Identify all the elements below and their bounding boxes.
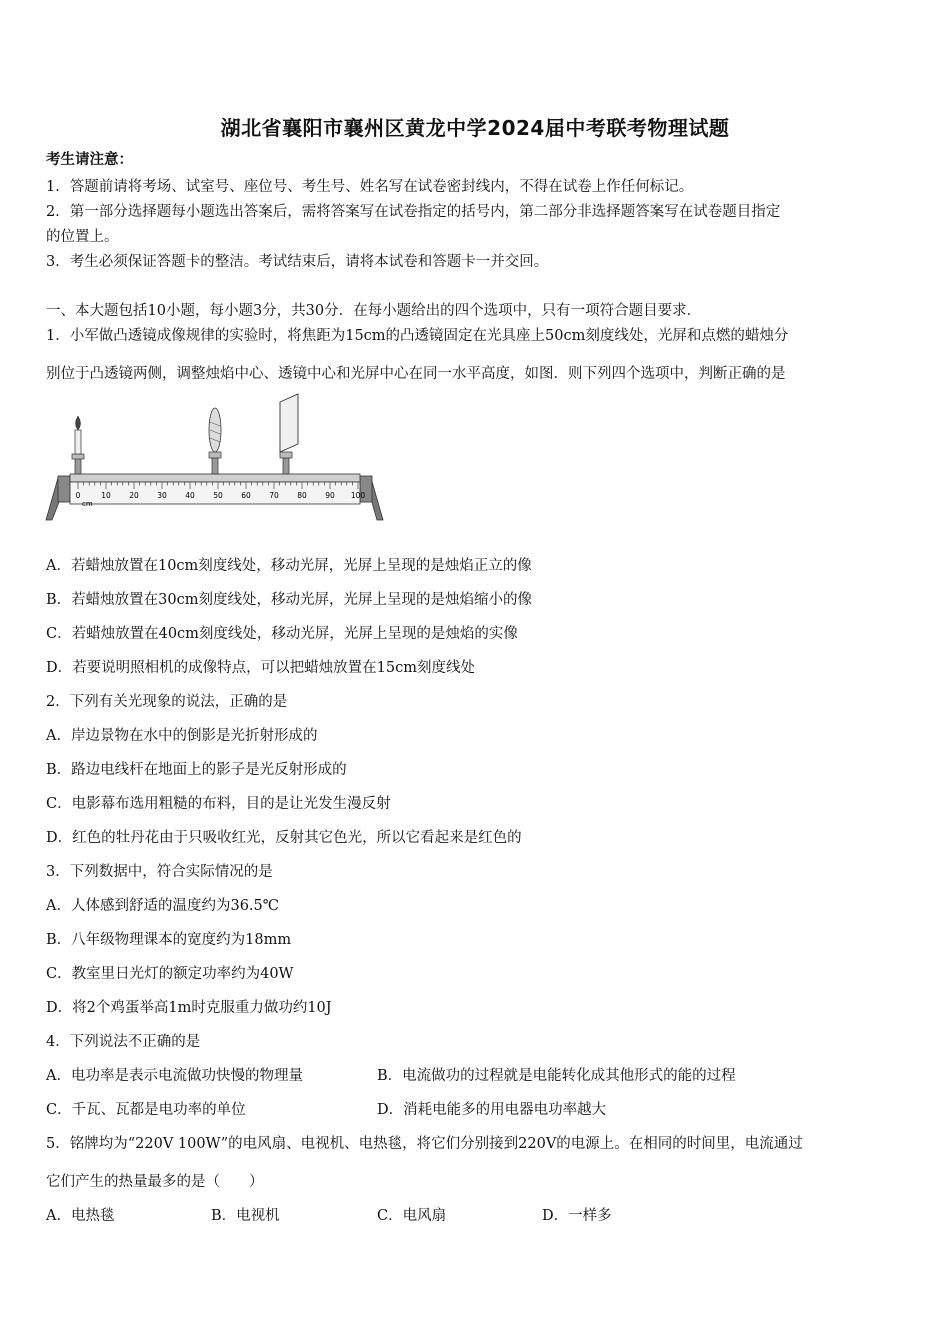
q4-option-d[interactable]: D．消耗电能多的用电器电功率越大 (377, 1102, 607, 1118)
notice-item: 的位置上。 (46, 229, 119, 245)
section-heading: 一、本大题包括10小题，每小题3分，共30分．在每小题给出的四个选项中，只有一项符合题目要求． (46, 303, 702, 319)
page-title: 湖北省襄阳市襄州区黄龙中学2024届中考联考物理试题 (220, 116, 730, 140)
q1-option-d[interactable]: D．若要说明照相机的成像特点，可以把蜡烛放置在15cm刻度线处 (46, 660, 475, 676)
q1-option-b[interactable]: B．若蜡烛放置在30cm刻度线处，移动光屏，光屏上呈现的是烛焰缩小的像 (46, 592, 532, 608)
ruler-tick-label: 90 (325, 491, 335, 500)
q1-option-c[interactable]: C．若蜡烛放置在40cm刻度线处，移动光屏，光屏上呈现的是烛焰的实像 (46, 626, 518, 642)
ruler-tick-label: 0 (75, 491, 81, 500)
bench-rail (70, 474, 360, 482)
q2-option-d[interactable]: D．红色的牡丹花由于只吸收红光，反射其它色光，所以它看起来是红色的 (46, 830, 522, 846)
q1-option-a[interactable]: A．若蜡烛放置在10cm刻度线处，移动光屏，光屏上呈现的是烛焰正立的像 (46, 558, 532, 574)
q3-option-b[interactable]: B．八年级物理课本的宽度约为18mm (46, 932, 292, 948)
ruler-tick-label: 60 (241, 491, 251, 500)
ruler-tick-label: 40 (185, 491, 195, 500)
q1-stem: 1．小军做凸透镜成像规律的实验时，将焦距为15cm的凸透镜固定在光具座上50cm刻度线处，光屏和点燃的蜡烛分 (46, 328, 789, 344)
q2-option-b[interactable]: B．路边电线杆在地面上的影子是光反射形成的 (46, 762, 347, 778)
candle (75, 430, 81, 454)
bench-end-left (58, 476, 70, 502)
q5-option-b[interactable]: B．电视机 (211, 1208, 280, 1224)
q4-option-a[interactable]: A．电功率是表示电流做功快慢的物理量 (46, 1068, 303, 1084)
q2-option-c[interactable]: C．电影幕布选用粗糙的布料，目的是让光发生漫反射 (46, 796, 391, 812)
q4-option-b[interactable]: B．电流做功的过程就是电能转化成其他形式的能的过程 (377, 1068, 736, 1084)
screen-holder (283, 458, 289, 474)
ruler-unit-label: cm (82, 500, 93, 508)
light-screen-icon (280, 394, 298, 452)
ruler-tick-label: 10 (101, 491, 111, 500)
ruler-tick-label: 20 (129, 491, 139, 500)
ruler-tick-label: 100 (350, 491, 366, 500)
q4-stem: 4．下列说法不正确的是 (46, 1034, 201, 1050)
notice-item: 2．第一部分选择题每小题选出答案后，需将答案写在试卷指定的括号内，第二部分非选择题答案写在试卷题目指定 (46, 204, 781, 220)
candle-flame-icon (76, 416, 81, 430)
q5-option-d[interactable]: D．一样多 (542, 1208, 612, 1224)
q5-option-c[interactable]: C．电风扇 (377, 1208, 447, 1224)
q3-option-a[interactable]: A．人体感到舒适的温度约为36.5℃ (46, 898, 279, 914)
ruler-tick-label: 30 (157, 491, 167, 500)
q5-stem: 它们产生的热量最多的是（ ） (46, 1174, 264, 1190)
q3-stem: 3．下列数据中，符合实际情况的是 (46, 864, 273, 880)
ruler-tick-label: 50 (213, 491, 223, 500)
q2-stem: 2．下列有关光现象的说法，正确的是 (46, 694, 288, 710)
q5-option-a[interactable]: A．电热毯 (46, 1208, 115, 1224)
q4-option-c[interactable]: C．千瓦、瓦都是电功率的单位 (46, 1102, 246, 1118)
q2-option-a[interactable]: A．岸边景物在水中的倒影是光折射形成的 (46, 728, 318, 744)
ruler-tick-label: 80 (297, 491, 307, 500)
notice-item: 1．答题前请将考场、试室号、座位号、考生号、姓名写在试卷密封线内，不得在试卷上作任何标记。 (46, 179, 694, 195)
ruler-tick-label: 70 (269, 491, 279, 500)
notice-item: 3．考生必须保证答题卡的整洁。考试结束后，请将本试卷和答题卡一并交回。 (46, 254, 549, 270)
q5-stem: 5．铭牌均为“220V 100W”的电风扇、电视机、电热毯，将它们分别接到220V的电源上。在相同的时间里，电流通过 (46, 1136, 803, 1152)
q1-stem: 别位于凸透镜两侧，调整烛焰中心、透镜中心和光屏中心在同一水平高度，如图．则下列四个选项中，判断正确的是 (46, 366, 786, 382)
q3-option-d[interactable]: D．将2个鸡蛋举高1m时克服重力做功约10J (46, 1000, 332, 1016)
optical-bench-figure (44, 392, 389, 527)
lens-holder (212, 458, 218, 474)
q3-option-c[interactable]: C．教室里日光灯的额定功率约为40W (46, 966, 294, 982)
notice-heading: 考生请注意： (46, 151, 133, 168)
candle-holder (75, 458, 81, 474)
